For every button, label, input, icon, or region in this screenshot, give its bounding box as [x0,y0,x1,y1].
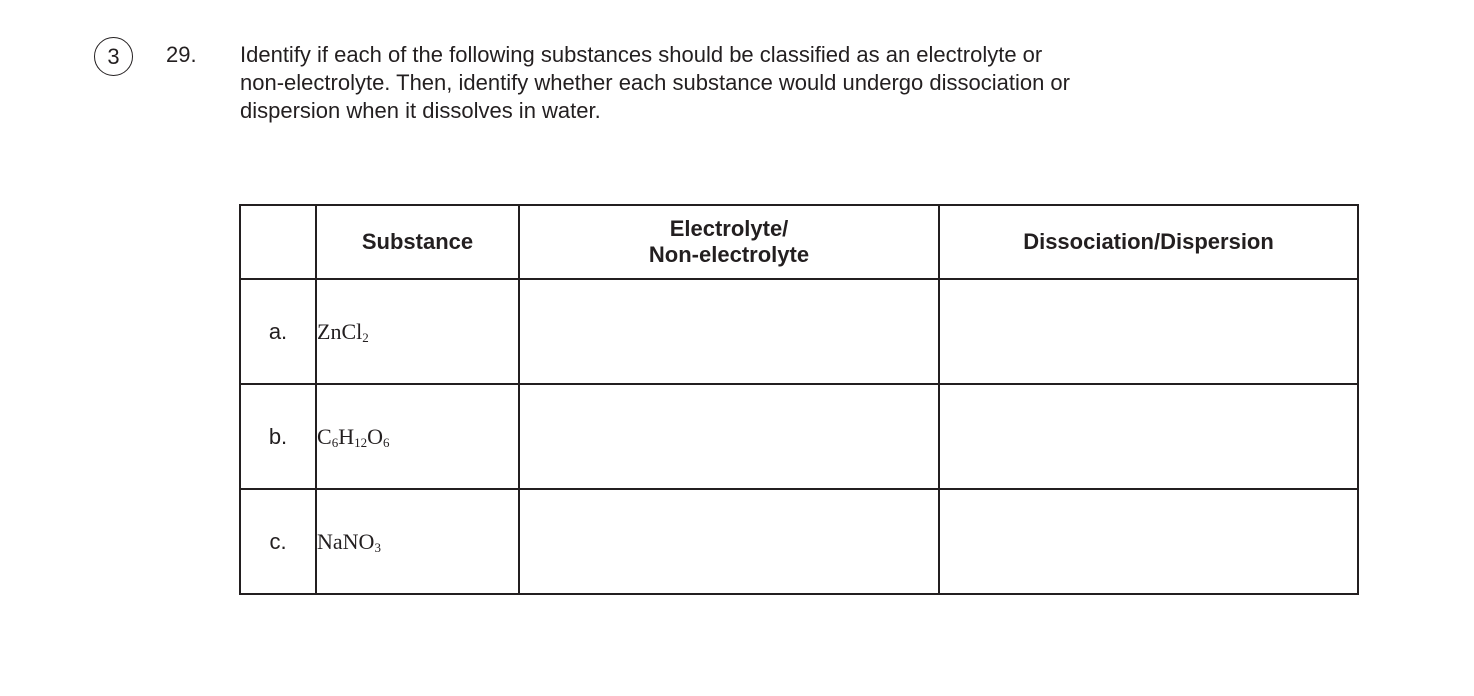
substance-formula [316,384,519,489]
dissociation-answer-cell[interactable] [939,384,1358,489]
header-electrolyte-line2: Non-electrolyte [648,242,810,267]
question-line: Identify if each of the following substances should be classified as an electrolyte or [240,42,1043,67]
electrolyte-answer-cell[interactable] [519,489,939,594]
substance-formula [316,489,519,594]
table-row [240,279,1358,384]
dissociation-answer-cell[interactable] [939,489,1358,594]
header-label-cell [240,205,316,279]
points-badge [94,37,133,76]
question-number: 29. [166,42,197,67]
formula-element: O [367,423,383,449]
points-value: 3 [107,43,120,69]
formula-subscript: 12 [354,434,368,450]
electrolyte-answer-cell[interactable] [519,384,939,489]
substance-formula [316,279,519,384]
formula-element: NaNO [317,528,375,554]
header-substance: Substance [316,205,519,279]
formula-element: C [317,423,332,449]
formula-subscript: 2 [362,329,369,345]
formula-element: H [338,423,355,449]
formula-element: ZnCl [317,318,363,344]
formula-subscript: 6 [382,434,390,450]
header-dissociation: Dissociation/Dispersion [939,205,1358,279]
row-label: a. [240,279,316,384]
answer-table [239,204,1359,595]
row-label: c. [240,489,316,594]
electrolyte-answer-cell[interactable] [519,279,939,384]
table-row [240,489,1358,594]
formula-subscript: 3 [374,539,381,555]
formula-subscript: 6 [331,434,339,450]
question-line: non-electrolyte. Then, identify whether each substance would undergo dissociation or [240,70,1070,95]
question-line: dispersion when it dissolves in water. [240,98,601,123]
dissociation-answer-cell[interactable] [939,279,1358,384]
header-electrolyte [519,205,939,279]
table-row [240,384,1358,489]
question-prompt [240,41,1340,125]
table-header-row [240,205,1358,279]
header-electrolyte-line1: Electrolyte/ [669,216,789,241]
row-label: b. [240,384,316,489]
